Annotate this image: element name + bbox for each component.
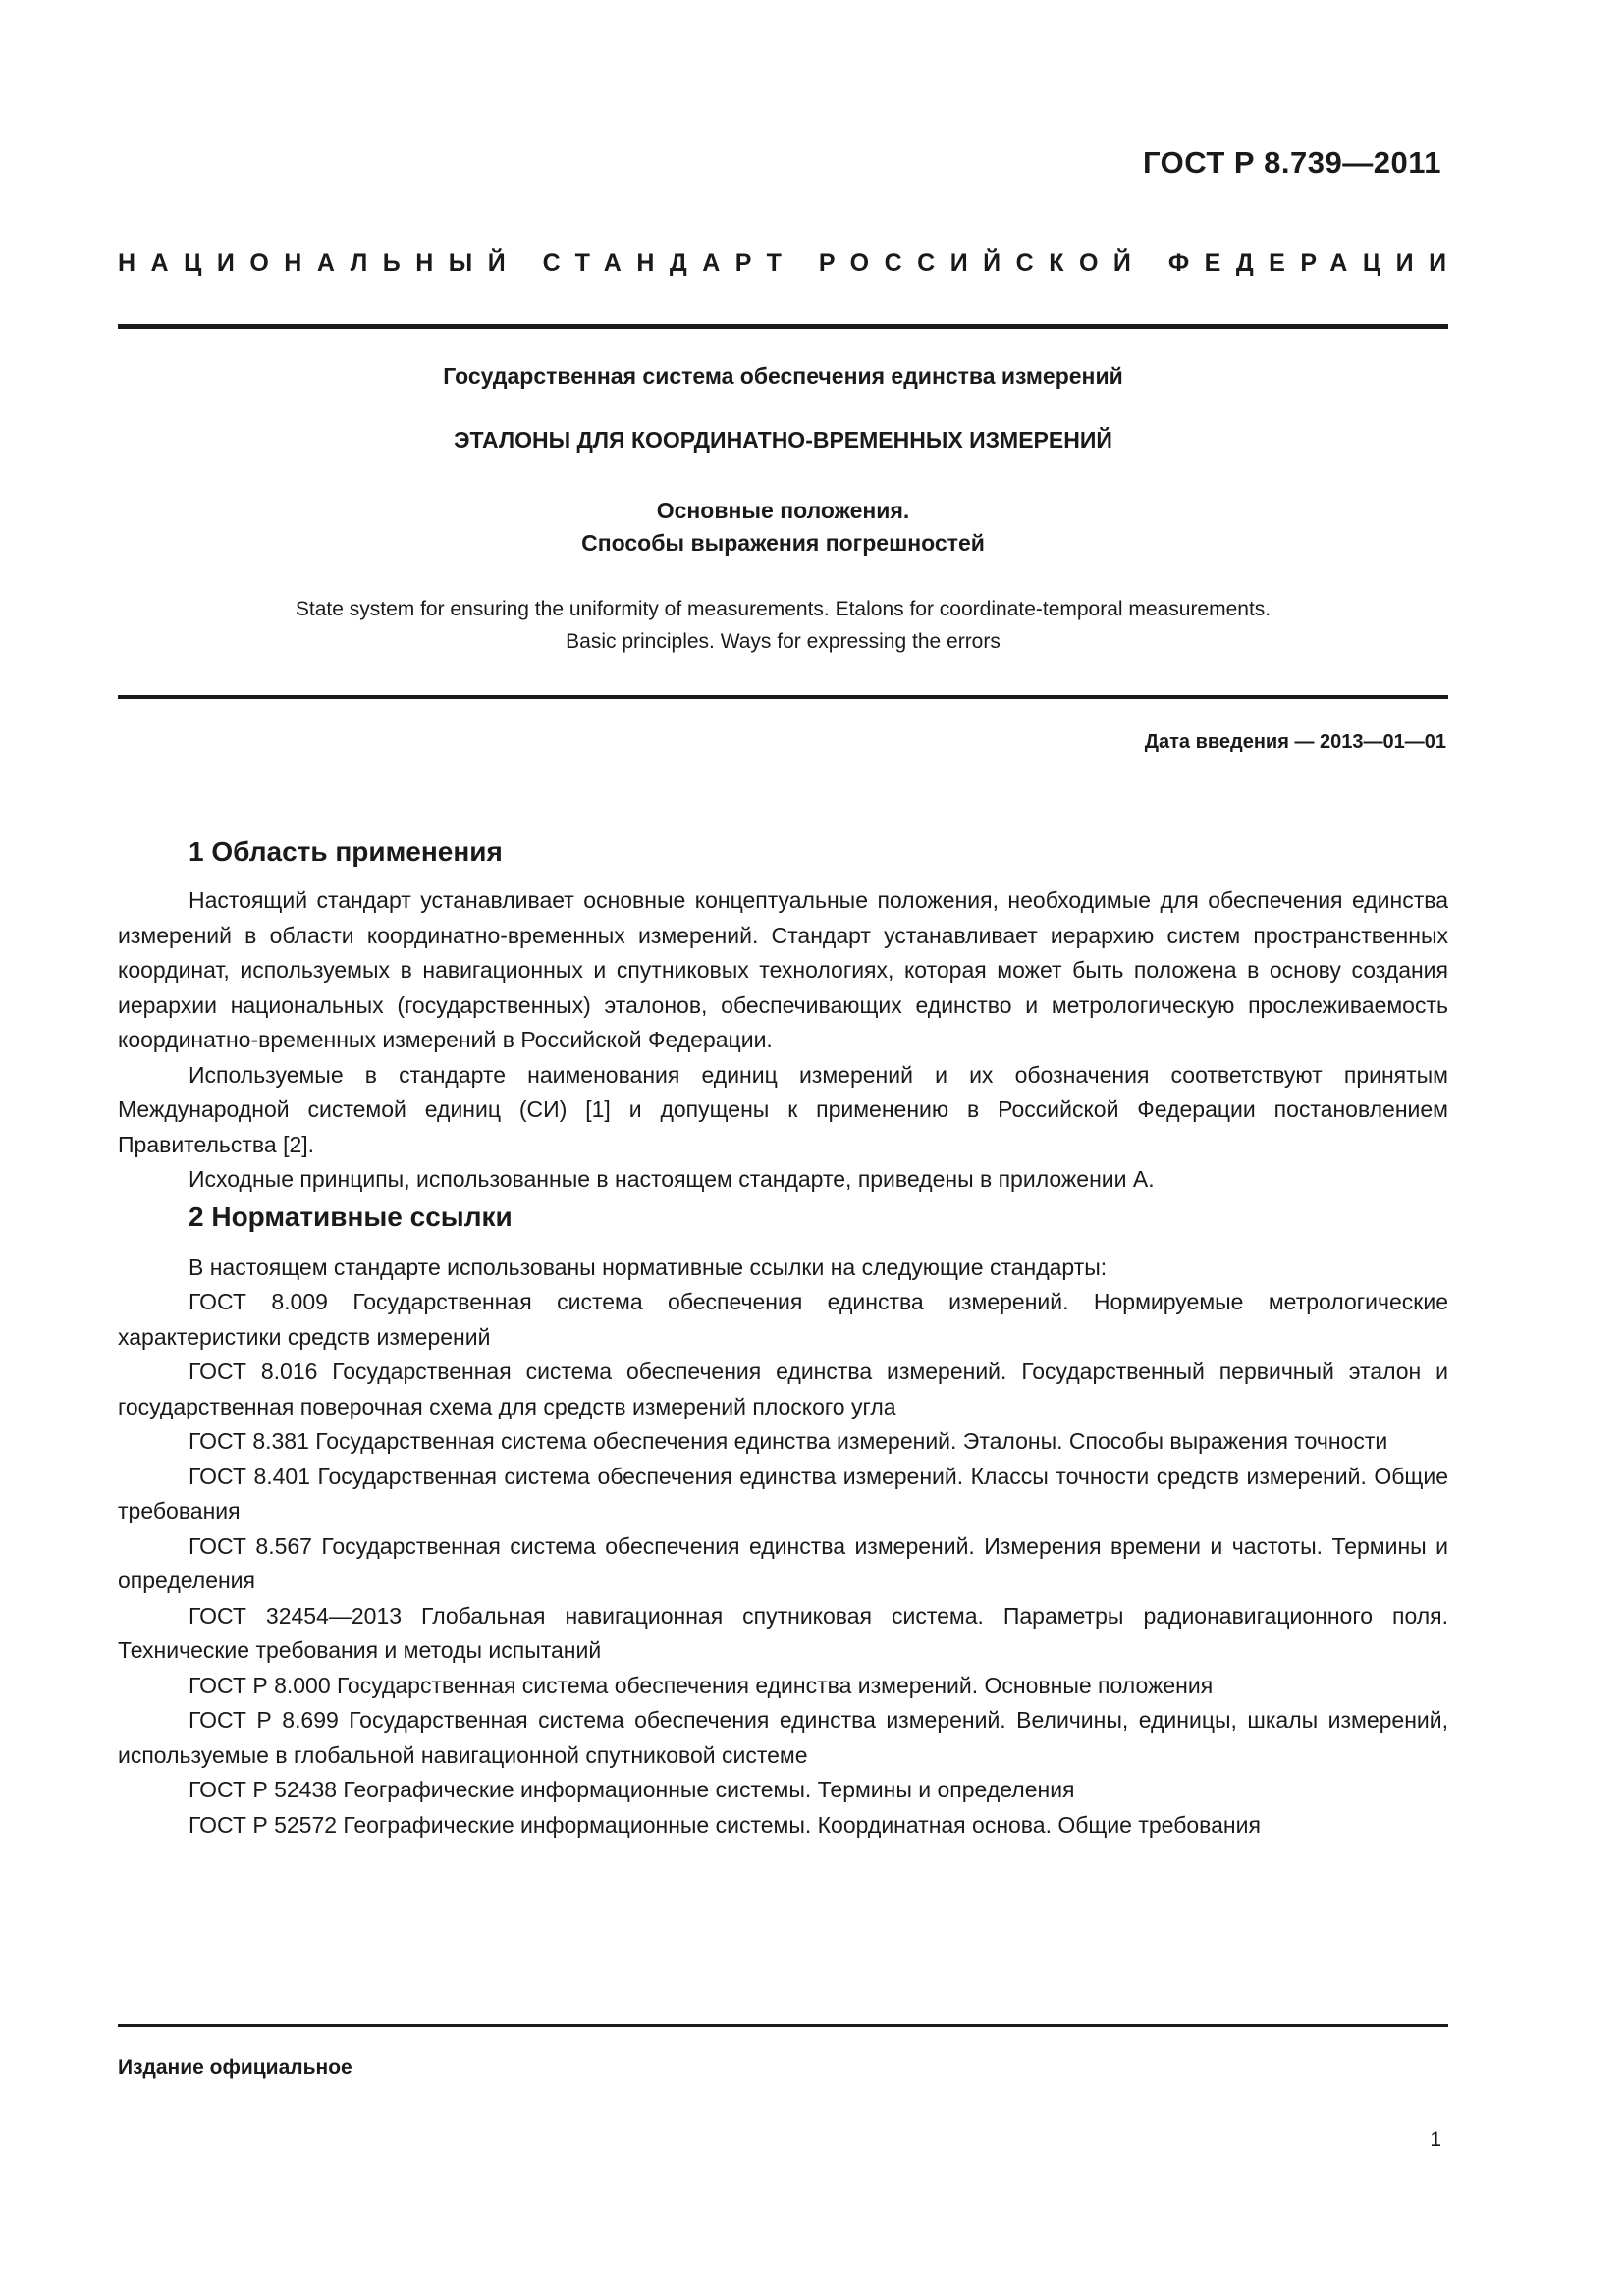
introduction-date: Дата введения — 2013—01—01 — [1144, 731, 1446, 753]
document-body — [118, 832, 1448, 1842]
title-english-line1: State system for ensuring the uniformity of measurements. Etalons for coordinate-temporal measurements. — [295, 598, 1272, 620]
reference-item: ГОСТ 8.009 Государственная система обеспечения единства измерений. Нормируемые метрологические характеристики средств измерений — [118, 1289, 1448, 1350]
title-english-line2: Basic principles. Ways for expressing the errors — [566, 630, 1001, 653]
gost-number: ГОСТ Р 8.739—2011 — [1142, 145, 1441, 180]
edition-label: Издание официальное — [118, 2056, 352, 2079]
title-divider — [118, 695, 1448, 699]
header-divider — [118, 324, 1448, 329]
reference-item: ГОСТ Р 8.000 Государственная система обеспечения единства измерений. Основные положения — [189, 1672, 1214, 1698]
reference-item: ГОСТ 8.381 Государственная система обеспечения единства измерений. Эталоны. Способы выражения точности — [189, 1428, 1388, 1454]
reference-item: ГОСТ 8.401 Государственная система обеспечения единства измерений. Классы точности средств измерений. Общие требования — [118, 1463, 1448, 1523]
reference-item: ГОСТ Р 8.699 Государственная система обеспечения единства измерений. Величины, единицы, шкалы измерений, используемые в глобальной навигационной спутниковой системе — [118, 1707, 1448, 1768]
section-2-body — [118, 1251, 1448, 1843]
title-english — [118, 593, 1448, 658]
title-system: Государственная система обеспечения единства измерений — [443, 363, 1123, 389]
reference-item: ГОСТ Р 52572 Географические информационные системы. Координатная основа. Общие требования — [189, 1811, 1261, 1838]
section-1-title: 1 Область применения — [189, 836, 503, 867]
section-1-paragraph: Настоящий стандарт устанавливает основные концептуальные положения, необходимые для обеспечения единства измерений в области координатно-временных измерений. Стандарт устанавливает иерархию систем пространственных координат, используемых в навигационных и спутниковых технологиях, которая может быть положена в основу создания иерархии национальных (государственных) эталонов, обеспечивающих единство и метрологическую прослеживаемость координатно-временных измерений в Российской Федерации. — [118, 887, 1448, 1052]
section-2-intro: В настоящем стандарте использованы нормативные ссылки на следующие стандарты: — [189, 1254, 1108, 1280]
reference-item: ГОСТ Р 52438 Географические информационные системы. Термины и определения — [189, 1777, 1075, 1802]
page-number: 1 — [1430, 2128, 1441, 2151]
national-standard-heading: НАЦИОНАЛЬНЫЙ СТАНДАРТ РОССИЙСКОЙ ФЕДЕРАЦИИ — [118, 249, 1462, 277]
title-subtitle-line1: Основные положения. — [656, 498, 910, 523]
section-1-body — [118, 883, 1448, 1198]
section-1-paragraph: Исходные принципы, использованные в настоящем стандарте, приведены в приложении А. — [189, 1166, 1155, 1192]
title-subtitle — [118, 495, 1448, 560]
section-2-title: 2 Нормативные ссылки — [189, 1201, 513, 1232]
reference-item: ГОСТ 8.567 Государственная система обеспечения единства измерений. Измерения времени и частоты. Термины и определения — [118, 1532, 1448, 1593]
title-subtitle-line2: Способы выражения погрешностей — [581, 530, 985, 556]
title-main: ЭТАЛОНЫ ДЛЯ КООРДИНАТНО-ВРЕМЕННЫХ ИЗМЕРЕНИЙ — [454, 427, 1112, 453]
reference-item: ГОСТ 32454—2013 Глобальная навигационная спутниковая система. Параметры радионавигационного поля. Технические требования и методы испытаний — [118, 1602, 1448, 1663]
section-1-paragraph: Используемые в стандарте наименования единиц измерений и их обозначения соответствуют принятым Международной системой единиц (СИ) [1] и допущены к применению в Российской Федерации постановлением Правительства [2]. — [118, 1061, 1448, 1157]
reference-item: ГОСТ 8.016 Государственная система обеспечения единства измерений. Государственный первичный эталон и государственная поверочная схема для средств измерений плоского угла — [118, 1359, 1448, 1419]
footer-divider — [118, 2024, 1448, 2027]
